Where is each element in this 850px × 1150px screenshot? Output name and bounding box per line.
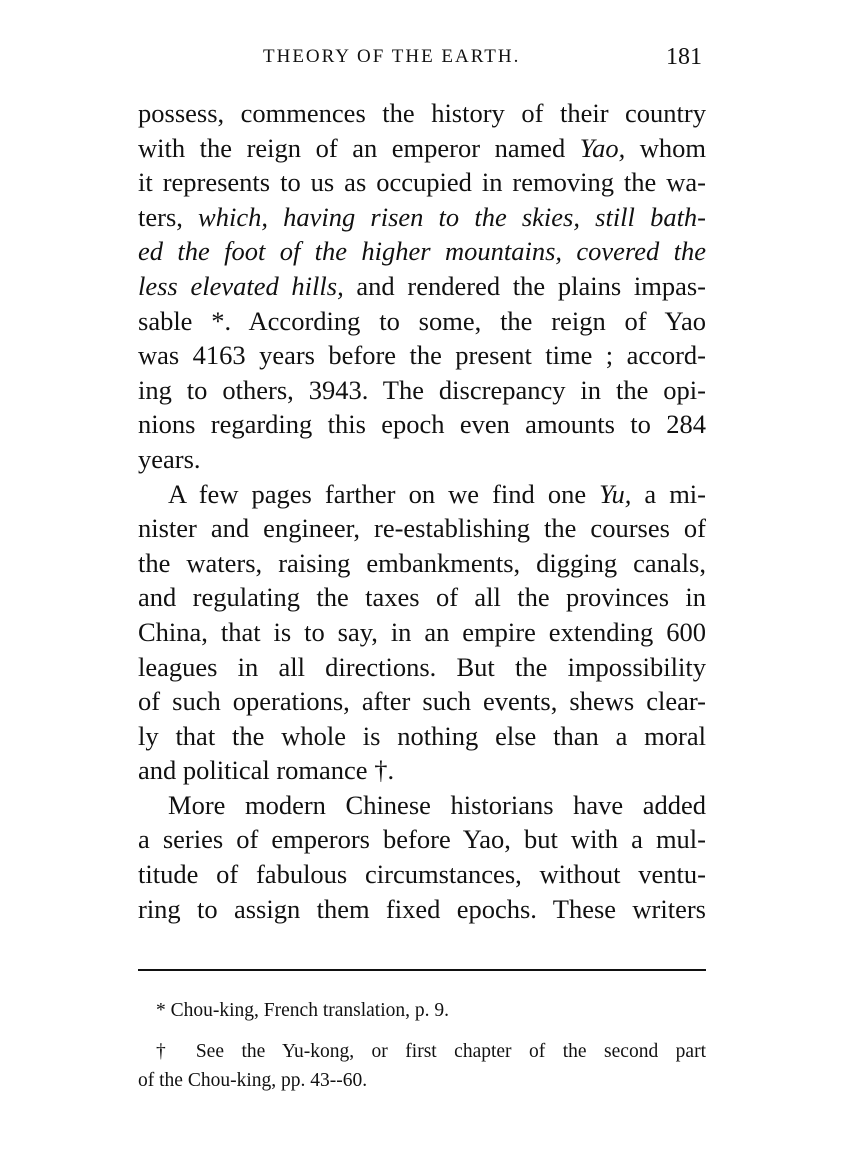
text-line [138,269,706,304]
text-line: titude of fabulous circumstances, without ventu- [138,859,706,890]
text-line: nister and engineer, re-establishing the courses of [138,513,706,544]
text-line: it represents to us as occupied in removing the wa- [138,167,706,198]
text-line: ing to others, 3943. The discrepancy in the opi- [138,374,706,405]
italic-run: ed the foot of the higher mountains, covered the [138,236,706,267]
footnote-1: * Chou-king, French translation, p. 9. [156,1000,450,1021]
running-title: THEORY OF THE EARTH. [263,46,521,67]
text-line [138,131,706,166]
text-line: a series of emperors before Yao, but with a mul- [138,824,706,855]
italic-run: which, having risen to the skies, still bath- [198,201,707,232]
footnote-divider [138,969,706,971]
text-line [138,477,706,512]
italic-run: Yu, [599,478,632,509]
page-number: 181 [666,44,702,70]
text-line: and political romance †. [138,755,395,786]
text-line [138,200,706,235]
italic-run: Yao, [579,132,626,163]
text-line: ring to assign them fixed epochs. These writers [138,893,706,924]
text-run: A few pages farther on we find one [168,478,600,509]
text-line: was 4163 years before the present time ; accord- [138,340,706,371]
footnote-2-line-1: † See the Yu-kong, or first chapter of the second part [156,1041,706,1062]
page-header [138,42,706,76]
text-run: with the reign of an emperor named [138,132,580,163]
text-line: leagues in all directions. But the impossibility [138,651,706,682]
text-run: a mi- [631,478,706,509]
text-line: sable *. According to some, the reign of Yao [138,305,706,336]
text-line: of such operations, after such events, shews clear- [138,686,706,717]
text-line: years. [138,443,201,474]
body-text [138,96,706,926]
text-line: possess, commences the history of their country [138,98,706,128]
italic-run: less elevated hills, [138,270,344,301]
text-line: nions regarding this epoch even amounts to 284 [138,409,706,440]
text-line: ly that the whole is nothing else than a moral [138,720,706,751]
footnote-2-line-2: of the Chou-king, pp. 43--60. [138,1070,368,1091]
text-line [138,234,706,269]
footnotes [138,996,706,1095]
text-line: More modern Chinese historians have added [168,789,706,820]
text-run: and rendered the plains impas- [343,270,706,301]
text-line: and regulating the taxes of all the provinces in [138,582,706,613]
text-line: China, that is to say, in an empire extending 600 [138,616,706,647]
text-run: ters, [138,201,199,232]
text-run: whom [625,132,706,163]
text-line: the waters, raising embankments, digging canals, [138,547,706,578]
